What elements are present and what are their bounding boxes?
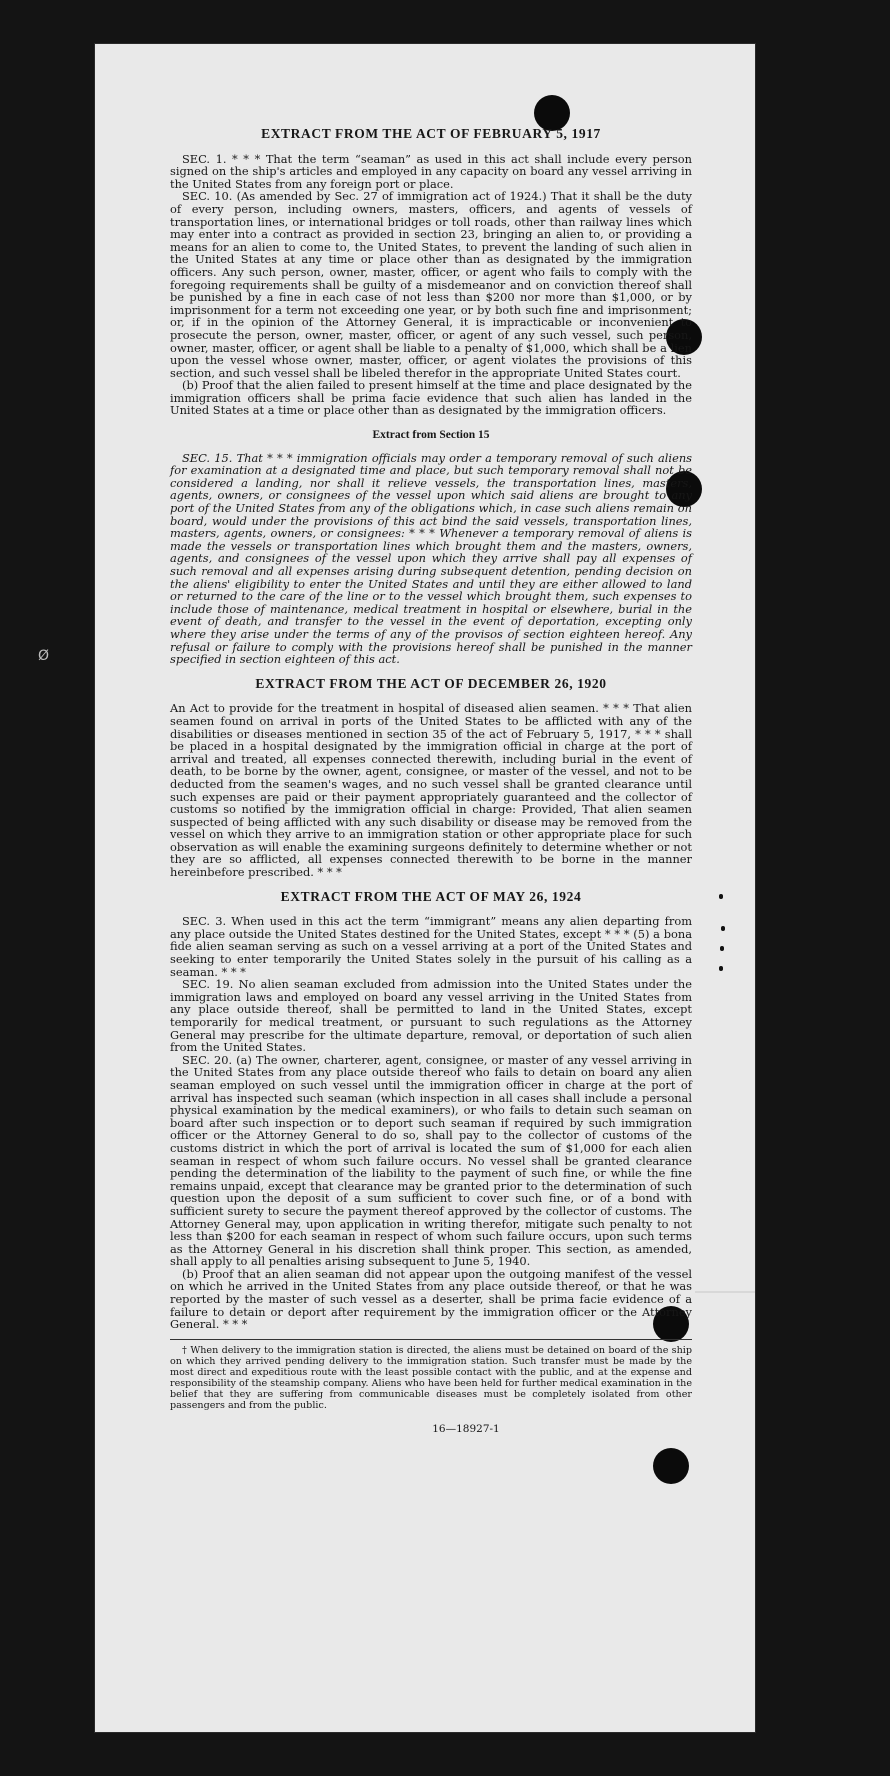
footnote: † When delivery to the immigration station is directed, the aliens must be detained on board of the ship on which they arrived pending delivery to the immigration station. Such transfer must be made by the most direct and expeditious route with the least possible contact with the public, and at the expense and responsibility of the steamship company. Aliens who have been held for further medical examination in the belief that they are suffering from communicable diseases must be completely isolated from other passengers and from the public. [170,1344,692,1411]
section-20-b: (b) Proof that an alien seaman did not appear upon the outgoing manifest of the vessel on which he arrived in the United States from any place outside thereof, or that he was reported by the master of such vessel as a deserter, shall be prima facie evidence of a failure to detain or deport after requirement by the immigration officer or the Attorney General. * * * [170,1266,692,1332]
section-19: SEC. 19. No alien seaman excluded from admission into the United States under the immigration laws and employed on board any vessel arriving in the United States from any place outside thereof, shall be permitted to land in the United States, except temporarily for medical treatment, or pursuant to such regulations as the Attorney General may prescribe for the ultimate departure, removal, or deportation of such alien from the United States. [170,977,692,1055]
act-1920-text: An Act to provide for the treatment in hospital of diseased alien seamen. * * * That alien seamen found on arrival in ports of the United States to be afflicted with any of the disabilities or diseases mentioned in section 35 of the act of February 5, 1917, * * * shall be placed in a hospital designated by the immigration official in charge at the port of arrival and treated, all expenses connected therewith, including burial in the event of death, to be borne by the owner, agent, consignee, or master of the vessel, and not to be deducted from the seamen's wages, and no such vessel shall be granted clearance until such expenses are paid or their payment appropriately guaranteed and the collector of customs so notified by the immigration official in charge: Provided, That alien seamen suspected of being afflicted with any such disability or disease may be removed from the vessel on which they arrive to an immigration station or other appropriate place for such observation as will enable the examining surgeons definitely to determine whether or not they are so afflicted, all expenses connected therewith to be borne in the manner hereinbefore prescribed. * * * [170,701,692,880]
section-15: SEC. 15. That * * * immigration officials may order a temporary removal of such aliens for examination at a designated time and place, but such temporary removal shall not be considered a landing, nor shall it relieve vessels, the transportation lines, masters, agents, owners, or consignees of the vessel upon which said aliens are brought to any port of the United States from any of the obligations which, in case such aliens remain on board, would under the provisions of this act bind the said vessels, transportation lines, masters, agents, owners, or consignees: * * * Whenever a temporary removal of aliens is made the vessels or transportation lines which brought them and the masters, owners, agents, and consignees of the vessel upon which they arrive shall pay all expenses of such removal and all expenses arising during subsequent detention, pending decision on the aliens' eligibility to enter the United States and until they are either allowed to land or returned to the care of the line or to the vessel which brought them, such expenses to include those of maintenance, medical treatment in hospital or elsewhere, burial in the event of death, and transfer to the vessel in the event of deportation, excepting only where they arise under the terms of any of the provisos of section eighteen hereof. Any refusal or failure to comply with the provisions hereof shall be punished in the manner specified in section eighteen of this act. [170,450,692,667]
document-page [95,44,755,1732]
heading-act-1917: EXTRACT FROM THE ACT OF FEBRUARY 5, 1917 [261,126,601,141]
ink-speck [721,926,725,931]
heading-act-1920: EXTRACT FROM THE ACT OF DECEMBER 26, 1920 [255,675,607,691]
footnote-divider [170,1339,692,1340]
heading-section-15: Extract from Section 15 [372,429,490,442]
ink-speck [720,946,724,951]
crop-line [695,1291,755,1293]
edge-mark: Ø [38,648,50,664]
section-1: SEC. 1. * * * That the term “seaman” as used in this act shall include every person signed on the ship's articles and employed in any capacity on board any vessel arriving in the United States from any foreign port or place. [170,151,692,191]
ink-speck [719,966,723,971]
ink-speck [719,894,723,899]
section-15-block [170,452,692,666]
punch-hole [653,1448,689,1484]
heading-act-1924: EXTRACT FROM THE ACT OF MAY 26, 1924 [280,888,582,904]
section-10: SEC. 10. (As amended by Sec. 27 of immigration act of 1924.) That it shall be the duty of every person, including owners, masters, officers, and agents of vessels of transportation lines, or international bridges or toll roads, other than railway lines which may enter into a contract as provided in section 23, bringing an alien to, or providing a means for an alien to come to, the United States, to prevent the landing of such alien in the United States at any time or place other than as designated by the immigration officers. Any such person, owner, master, officer, or agent who fails to comply with the foregoing requirements shall be guilty of a misdemeanor and on conviction thereof shall be punished by a fine in each case of not less than $200 nor more than $1,000, or by imprisonment for a term not exceeding one year, or by both such fine and imprisonment; or, if in the opinion of the Attorney General, it is impracticable or inconvenient to prosecute the person, owner, master, officer, or agent of any such vessel, such person, owner, master, officer, or agent shall be liable to a penalty of $1,000, which shall be a lien upon the vessel whose owner, master, officer, or agent violates the provisions of this section, and such vessel shall be libeled therefor in the appropriate United States court. [170,189,692,380]
section-10-b: (b) Proof that the alien failed to present himself at the time and place designated by the immigration officers shall be prima facie evidence that such alien has landed in the United States at a time or place other than as designated by the immigration officers. [170,378,692,418]
document-body [170,128,692,1435]
section-3: SEC. 3. When used in this act the term “immigrant” means any alien departing from any place outside the United States destined for the United States, except * * * (5) a bona fide alien seaman serving as such on a vessel arriving at a port of the United States and seeking to enter temporarily the United States solely in the pursuit of his calling as a seaman. * * * [170,914,692,979]
form-number: 16—18927-1 [432,1422,500,1435]
section-20-a: SEC. 20. (a) The owner, charterer, agent, consignee, or master of any vessel arriving in the United States from any place outside thereof who fails to detain on board any alien seaman employed on such vessel until the immigration officer in charge at the port of arrival has inspected such seaman (which inspection in all cases shall include a personal physical examination by the medical examiners), or who fails to detain such seaman on board after such inspection or to deport such seaman if required by such immigration officer or the Attorney General to do so, shall pay to the collector of customs of the customs district in which the port of arrival is located the sum of $1,000 for each alien seaman in respect of whom such failure occurs. No vessel shall be granted clearance pending the determination of the liability to the payment of such fine, or while the fine remains unpaid, except that clearance may be granted prior to the determination of such question upon the deposit of a sum sufficient to cover such fine, or of a bond with sufficient surety to secure the payment thereof approved by the collector of customs. The Attorney General may, upon application in writing therefor, mitigate such penalty to not less than $200 for each seaman in respect of whom such failure occurs, upon such terms as the Attorney General in his discretion shall think proper. This section, as amended, shall apply to all penalties arising subsequent to June 5, 1940. [170,1052,692,1269]
